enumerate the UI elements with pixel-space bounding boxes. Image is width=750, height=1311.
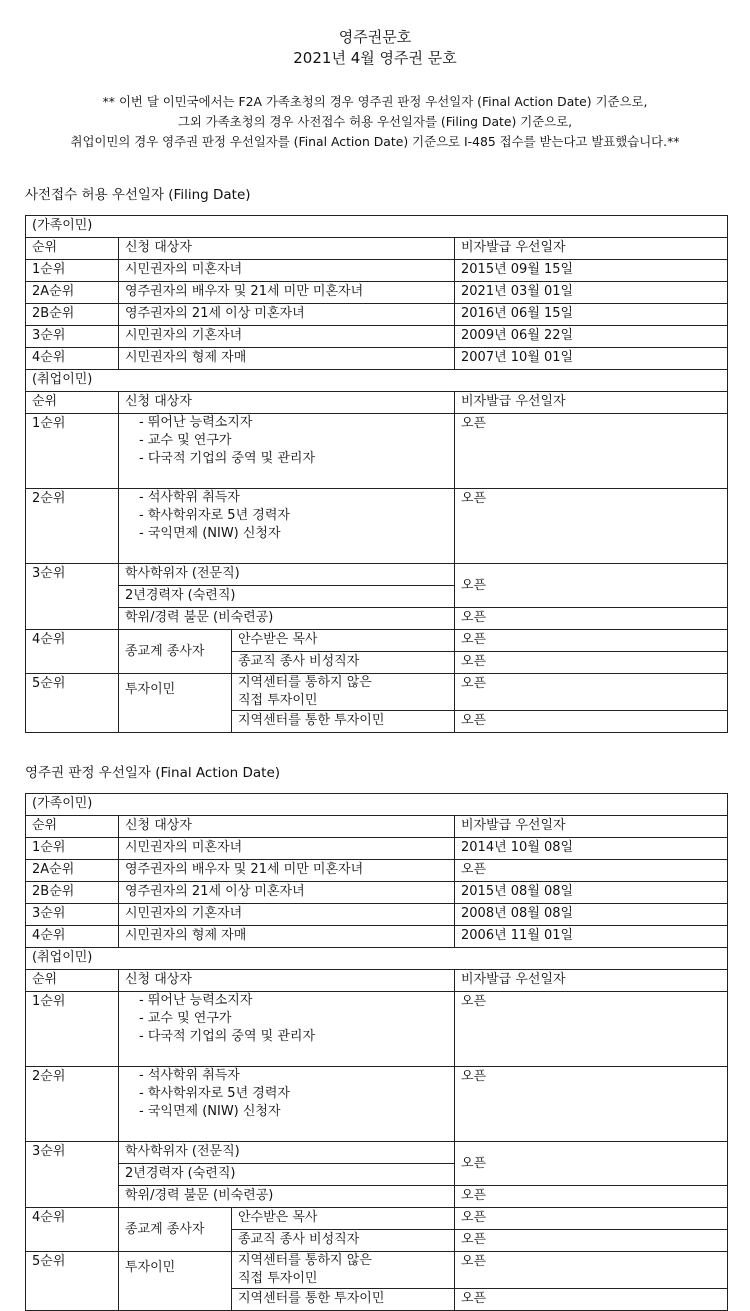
table-row xyxy=(26,926,728,948)
table-row xyxy=(26,860,728,882)
employment-group-label: (취업이민) xyxy=(26,948,728,970)
date-cell: 2008년 08월 08일 xyxy=(455,904,728,926)
target-cell: 학위/경력 불문 (비숙련공) xyxy=(119,608,455,630)
target-cell: 투자이민 xyxy=(119,674,232,733)
date-cell: 오픈 xyxy=(455,1252,728,1289)
sub-target-cell: 안수받은 목사 xyxy=(232,630,455,652)
list-item: - 다국적 기업의 중역 및 관리자 xyxy=(139,1029,316,1044)
sub-target-line: 지역센터를 통하지 않은 xyxy=(238,675,372,690)
date-cell: 오픈 xyxy=(455,1208,728,1230)
sub-target-cell: 종교직 종사 비성직자 xyxy=(232,652,455,674)
table-row xyxy=(26,882,728,904)
table-row xyxy=(26,304,728,326)
date-cell: 오픈 xyxy=(455,630,728,652)
list-item: - 다국적 기업의 중역 및 관리자 xyxy=(139,451,316,466)
column-header: 순위 xyxy=(26,816,119,838)
table-row xyxy=(26,282,728,304)
group-row xyxy=(26,948,728,970)
target-cell: 학위/경력 불문 (비숙련공) xyxy=(119,1186,455,1208)
rank-cell: 3순위 xyxy=(26,326,119,348)
date-cell: 오픈 xyxy=(455,414,728,489)
family-group-label: (가족이민) xyxy=(26,794,728,816)
target-list-cell xyxy=(119,489,455,564)
table-row xyxy=(26,489,728,564)
rank-cell: 5순위 xyxy=(26,674,119,733)
target-cell: 영주권자의 21세 이상 미혼자녀 xyxy=(119,304,455,326)
target-cell: 시민권자의 기혼자녀 xyxy=(119,326,455,348)
table-row xyxy=(26,838,728,860)
rank-cell: 3순위 xyxy=(26,904,119,926)
visa-bulletin-table xyxy=(25,793,728,1311)
target-cell: 종교계 종사자 xyxy=(119,1208,232,1252)
date-cell: 오픈 xyxy=(455,564,728,608)
date-cell: 오픈 xyxy=(455,992,728,1067)
column-header-row xyxy=(26,392,728,414)
rank-cell: 4순위 xyxy=(26,630,119,674)
target-cell: 시민권자의 미혼자녀 xyxy=(119,260,455,282)
date-cell: 2016년 06월 15일 xyxy=(455,304,728,326)
target-cell: 시민권자의 형제 자매 xyxy=(119,926,455,948)
visa-bulletin-table xyxy=(25,215,728,733)
table-row xyxy=(26,1208,728,1230)
date-cell: 오픈 xyxy=(455,1289,728,1311)
list-item: - 학사학위자로 5년 경력자 xyxy=(139,1086,290,1101)
section-heading: 영주권 판정 우선일자 (Final Action Date) xyxy=(25,765,281,781)
target-cell: 학사학위자 (전문직) xyxy=(119,1142,455,1164)
employment-group-label: (취업이민) xyxy=(26,370,728,392)
sub-target-cell: 안수받은 목사 xyxy=(232,1208,455,1230)
target-cell: 2년경력자 (숙련직) xyxy=(119,1164,455,1186)
rank-cell: 1순위 xyxy=(26,260,119,282)
target-list-cell xyxy=(119,414,455,489)
table-row xyxy=(26,1186,728,1208)
rank-cell: 1순위 xyxy=(26,838,119,860)
date-cell: 2007년 10월 01일 xyxy=(455,348,728,370)
date-cell: 오픈 xyxy=(455,608,728,630)
sub-target-cell: 지역센터를 통한 투자이민 xyxy=(232,711,455,733)
date-cell: 오픈 xyxy=(455,1067,728,1142)
date-cell: 오픈 xyxy=(455,674,728,711)
table-row xyxy=(26,674,728,711)
target-cell: 종교계 종사자 xyxy=(119,630,232,674)
date-cell: 2006년 11월 01일 xyxy=(455,926,728,948)
sub-target-cell: 종교직 종사 비성직자 xyxy=(232,1230,455,1252)
sub-target-line: 직접 투자이민 xyxy=(238,1271,318,1286)
table-row xyxy=(26,348,728,370)
column-header: 비자발급 우선일자 xyxy=(455,970,728,992)
table-row xyxy=(26,904,728,926)
sub-target-line: 직접 투자이민 xyxy=(238,693,318,708)
list-item: - 국익면제 (NIW) 신청자 xyxy=(139,1104,281,1119)
date-cell: 2009년 06월 22일 xyxy=(455,326,728,348)
date-cell: 2021년 03월 01일 xyxy=(455,282,728,304)
rank-cell: 2B순위 xyxy=(26,304,119,326)
list-item: - 국익면제 (NIW) 신청자 xyxy=(139,526,281,541)
target-cell: 영주권자의 배우자 및 21세 미만 미혼자녀 xyxy=(119,282,455,304)
date-cell: 2015년 09월 15일 xyxy=(455,260,728,282)
rank-cell: 3순위 xyxy=(26,1142,119,1208)
date-cell: 오픈 xyxy=(455,1186,728,1208)
table-row xyxy=(26,1252,728,1289)
list-item: - 뛰어난 능력소지자 xyxy=(139,993,253,1008)
column-header: 순위 xyxy=(26,392,119,414)
column-header-row xyxy=(26,816,728,838)
column-header: 비자발급 우선일자 xyxy=(455,392,728,414)
date-cell: 오픈 xyxy=(455,652,728,674)
section-heading: 사전접수 허용 우선일자 (Filing Date) xyxy=(25,187,251,203)
rank-cell: 5순위 xyxy=(26,1252,119,1311)
notice xyxy=(0,92,750,152)
family-group-label: (가족이민) xyxy=(26,216,728,238)
sub-target-line: 지역센터를 통하지 않은 xyxy=(238,1253,372,1268)
date-cell: 오픈 xyxy=(455,711,728,733)
rank-cell: 4순위 xyxy=(26,348,119,370)
group-row xyxy=(26,370,728,392)
list-item: - 석사학위 취득자 xyxy=(139,490,240,505)
date-cell: 오픈 xyxy=(455,860,728,882)
column-header-row xyxy=(26,970,728,992)
table-row xyxy=(26,564,728,586)
rank-cell: 3순위 xyxy=(26,564,119,630)
table-row xyxy=(26,608,728,630)
target-cell: 투자이민 xyxy=(119,1252,232,1311)
page-header xyxy=(0,0,750,152)
rank-cell: 4순위 xyxy=(26,1208,119,1252)
target-cell: 시민권자의 기혼자녀 xyxy=(119,904,455,926)
target-cell: 학사학위자 (전문직) xyxy=(119,564,455,586)
list-item: - 학사학위자로 5년 경력자 xyxy=(139,508,290,523)
target-cell: 2년경력자 (숙련직) xyxy=(119,586,455,608)
column-header: 순위 xyxy=(26,970,119,992)
column-header: 순위 xyxy=(26,238,119,260)
target-list-cell xyxy=(119,1067,455,1142)
column-header: 신청 대상자 xyxy=(119,392,455,414)
table-row xyxy=(26,630,728,652)
column-header: 비자발급 우선일자 xyxy=(455,238,728,260)
group-row xyxy=(26,216,728,238)
sub-target-cell xyxy=(232,674,455,711)
group-row xyxy=(26,794,728,816)
list-item: - 석사학위 취득자 xyxy=(139,1068,240,1083)
date-cell: 오픈 xyxy=(455,1230,728,1252)
rank-cell: 1순위 xyxy=(26,414,119,489)
list-item: - 교수 및 연구가 xyxy=(139,433,232,448)
rank-cell: 2순위 xyxy=(26,1067,119,1142)
target-cell: 시민권자의 미혼자녀 xyxy=(119,838,455,860)
rank-cell: 1순위 xyxy=(26,992,119,1067)
rank-cell: 2B순위 xyxy=(26,882,119,904)
notice-line: ** 이번 달 이민국에서는 F2A 가족초청의 경우 영주권 판정 우선일자 (Final Action Date) 기준으로, xyxy=(102,94,648,109)
sub-target-cell xyxy=(232,1252,455,1289)
date-cell: 2015년 08월 08일 xyxy=(455,882,728,904)
table-row xyxy=(26,260,728,282)
target-cell: 시민권자의 형제 자매 xyxy=(119,348,455,370)
list-item: - 뛰어난 능력소지자 xyxy=(139,415,253,430)
page-subtitle: 2021년 4월 영주권 문호 xyxy=(293,49,457,67)
target-cell: 영주권자의 21세 이상 미혼자녀 xyxy=(119,882,455,904)
target-cell: 영주권자의 배우자 및 21세 미만 미혼자녀 xyxy=(119,860,455,882)
column-header-row xyxy=(26,238,728,260)
notice-line: 그외 가족초청의 경우 사전접수 허용 우선일자를 (Filing Date) 기준으로, xyxy=(177,114,573,129)
table-row xyxy=(26,1067,728,1142)
notice-line: 취업이민의 경우 영주권 판정 우선일자를 (Final Action Date) 기준으로 I-485 접수를 받는다고 발표했습니다.** xyxy=(70,134,680,149)
sub-target-cell: 지역센터를 통한 투자이민 xyxy=(232,1289,455,1311)
table-row xyxy=(26,992,728,1067)
column-header: 신청 대상자 xyxy=(119,238,455,260)
column-header: 비자발급 우선일자 xyxy=(455,816,728,838)
date-cell: 오픈 xyxy=(455,489,728,564)
date-cell: 오픈 xyxy=(455,1142,728,1186)
list-item: - 교수 및 연구가 xyxy=(139,1011,232,1026)
column-header: 신청 대상자 xyxy=(119,970,455,992)
table-row xyxy=(26,414,728,489)
rank-cell: 2A순위 xyxy=(26,282,119,304)
page-title: 영주권문호 xyxy=(338,28,412,46)
table-row xyxy=(26,326,728,348)
target-list-cell xyxy=(119,992,455,1067)
rank-cell: 2순위 xyxy=(26,489,119,564)
rank-cell: 4순위 xyxy=(26,926,119,948)
table-row xyxy=(26,1142,728,1164)
column-header: 신청 대상자 xyxy=(119,816,455,838)
rank-cell: 2A순위 xyxy=(26,860,119,882)
date-cell: 2014년 10월 08일 xyxy=(455,838,728,860)
